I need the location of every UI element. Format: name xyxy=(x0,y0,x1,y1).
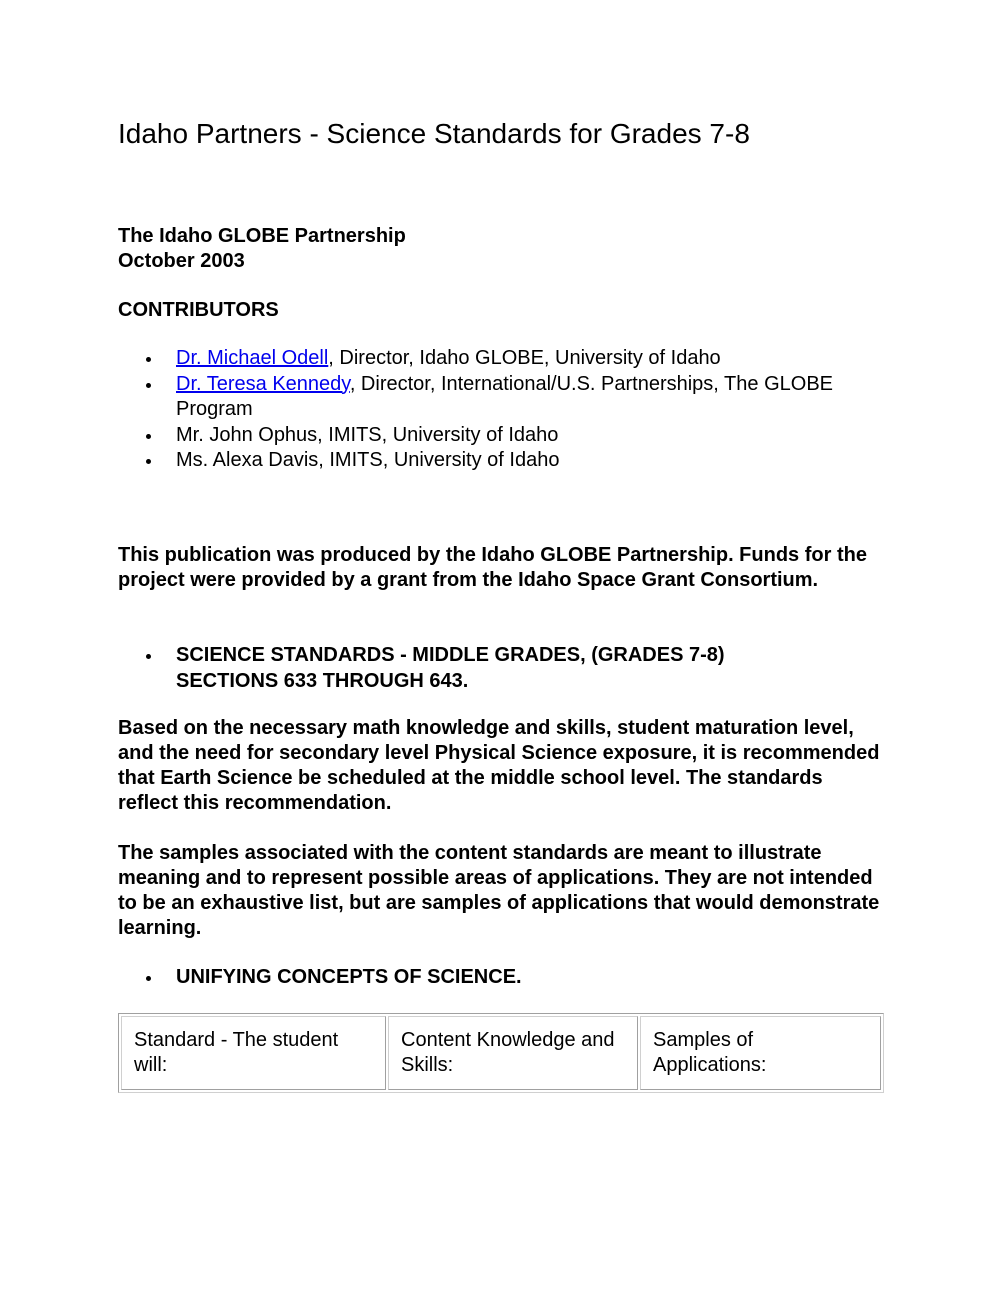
contributor-detail: , Director, Idaho GLOBE, University of Idaho xyxy=(328,347,721,369)
bullet-icon xyxy=(146,459,151,464)
section-heading-unifying: UNIFYING CONCEPTS OF SCIENCE. xyxy=(176,966,522,988)
table-header-cell: Content Knowledge and Skills: xyxy=(388,1016,638,1090)
recommendation-paragraph: Based on the necessary math knowledge and skills, student maturation level, and the need for secondary level Physical Science exposure, it is recommended that Earth Science be scheduled at the middle school level. The standards reflect this recommendation. xyxy=(118,717,880,814)
bullet-icon xyxy=(146,654,151,659)
list-item xyxy=(118,965,884,991)
table-header-row xyxy=(121,1016,881,1090)
contributor-text: Mr. John Ophus, IMITS, University of Idaho xyxy=(176,423,559,446)
bullet-icon xyxy=(146,357,151,362)
standards-table xyxy=(118,1013,884,1093)
contributor-detail: , Director, International/U.S. Partnerships, The GLOBE Program xyxy=(176,372,833,420)
bullet-icon xyxy=(146,434,151,439)
list-item xyxy=(118,346,884,372)
bullet-icon xyxy=(146,976,151,981)
list-item xyxy=(118,643,884,694)
contributor-link-odell[interactable]: Dr. Michael Odell xyxy=(176,347,329,369)
list-item xyxy=(118,372,884,423)
standards-section-list xyxy=(118,643,884,694)
bullet-icon xyxy=(146,383,151,388)
page-title: Idaho Partners - Science Standards for Grades 7-8 xyxy=(118,118,750,149)
samples-paragraph: The samples associated with the content standards are meant to illustrate meaning and to represent possible areas of applications. They are not intended to be an exhaustive list, but are samples of applications that would demonstrate learning. xyxy=(118,842,880,939)
unifying-section-list xyxy=(118,965,884,991)
org-name: The Idaho GLOBE Partnership xyxy=(118,225,406,247)
org-date: October 2003 xyxy=(118,250,245,272)
contributors-list xyxy=(118,346,884,474)
contributor-text: Ms. Alexa Davis, IMITS, University of Idaho xyxy=(176,449,560,471)
contributor-link-kennedy[interactable]: Dr. Teresa Kennedy xyxy=(176,372,350,395)
table-header-cell: Standard - The student will: xyxy=(121,1016,386,1090)
list-item xyxy=(118,448,884,474)
list-item xyxy=(118,423,884,449)
publication-note: This publication was produced by the Idaho GLOBE Partnership. Funds for the project were provided by a grant from the Idaho Space Grant Consortium. xyxy=(118,544,867,591)
org-block xyxy=(118,224,406,274)
section-heading-standards: SCIENCE STANDARDS - MIDDLE GRADES, (GRADES 7-8) SECTIONS 633 THROUGH 643. xyxy=(176,644,725,692)
contributors-heading: CONTRIBUTORS xyxy=(118,299,279,321)
table-header-cell: Samples of Applications: xyxy=(640,1016,881,1090)
